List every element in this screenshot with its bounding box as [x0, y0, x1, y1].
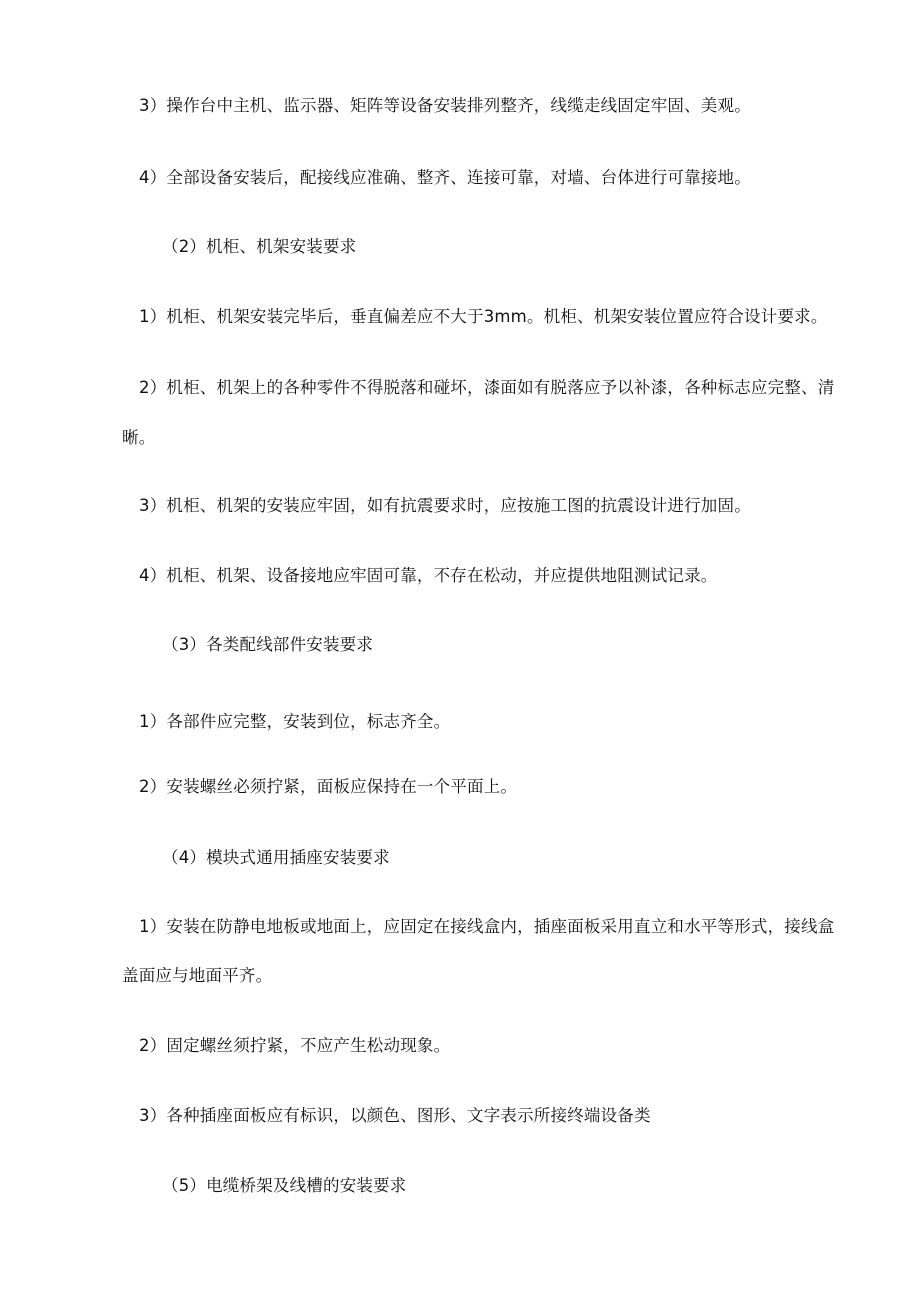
paragraph-2-screws-no-loose: 2）固定螺丝须拧紧，不应产生松动现象。: [139, 1036, 451, 1055]
paragraph-1-socket-install-continued: 盖面应与地面平齐。: [122, 966, 273, 985]
paragraph-2-cabinet-parts-continued: 晰。: [122, 428, 156, 447]
paragraph-3-operation-desk: 3）操作台中主机、监示器、矩阵等设备安装排列整齐，线缆走线固定牢固、美观。: [139, 96, 751, 115]
paragraph-3-socket-labels: 3）各种插座面板应有标识，以颜色、图形、文字表示所接终端设备类: [139, 1106, 651, 1125]
paragraph-2-screws-tight: 2）安装螺丝必须拧紧，面板应保持在一个平面上。: [139, 777, 518, 796]
section-heading-3: （3）各类配线部件安装要求: [162, 635, 374, 654]
section-heading-2: （2）机柜、机架安装要求: [162, 237, 357, 256]
section-heading-4: （4）模块式通用插座安装要求: [162, 848, 390, 867]
paragraph-4-cabinet-grounding: 4）机柜、机架、设备接地应牢固可靠，不存在松动，并应提供地阻测试记录。: [139, 566, 718, 585]
paragraph-3-cabinet-seismic: 3）机柜、机架的安装应牢固，如有抗震要求时，应按施工图的抗震设计进行加固。: [139, 496, 751, 515]
paragraph-2-cabinet-parts: 2）机柜、机架上的各种零件不得脱落和碰坏，漆面如有脱落应予以补漆，各种标志应完整、清: [139, 378, 835, 397]
section-heading-5: （5）电缆桥架及线槽的安装要求: [162, 1176, 407, 1195]
paragraph-1-socket-install: 1）安装在防静电地板或地面上，应固定在接线盒内，插座面板采用直立和水平等形式，接线盒: [139, 917, 835, 936]
paragraph-1-cabinet-deviation: 1）机柜、机架安装完毕后，垂直偏差应不大于3mm。机柜、机架安装位置应符合设计要求。: [139, 307, 828, 326]
paragraph-4-grounding: 4）全部设备安装后，配接线应准确、整齐、连接可靠，对墙、台体进行可靠接地。: [139, 168, 751, 187]
paragraph-1-parts-complete: 1）各部件应完整，安装到位，标志齐全。: [139, 712, 451, 731]
